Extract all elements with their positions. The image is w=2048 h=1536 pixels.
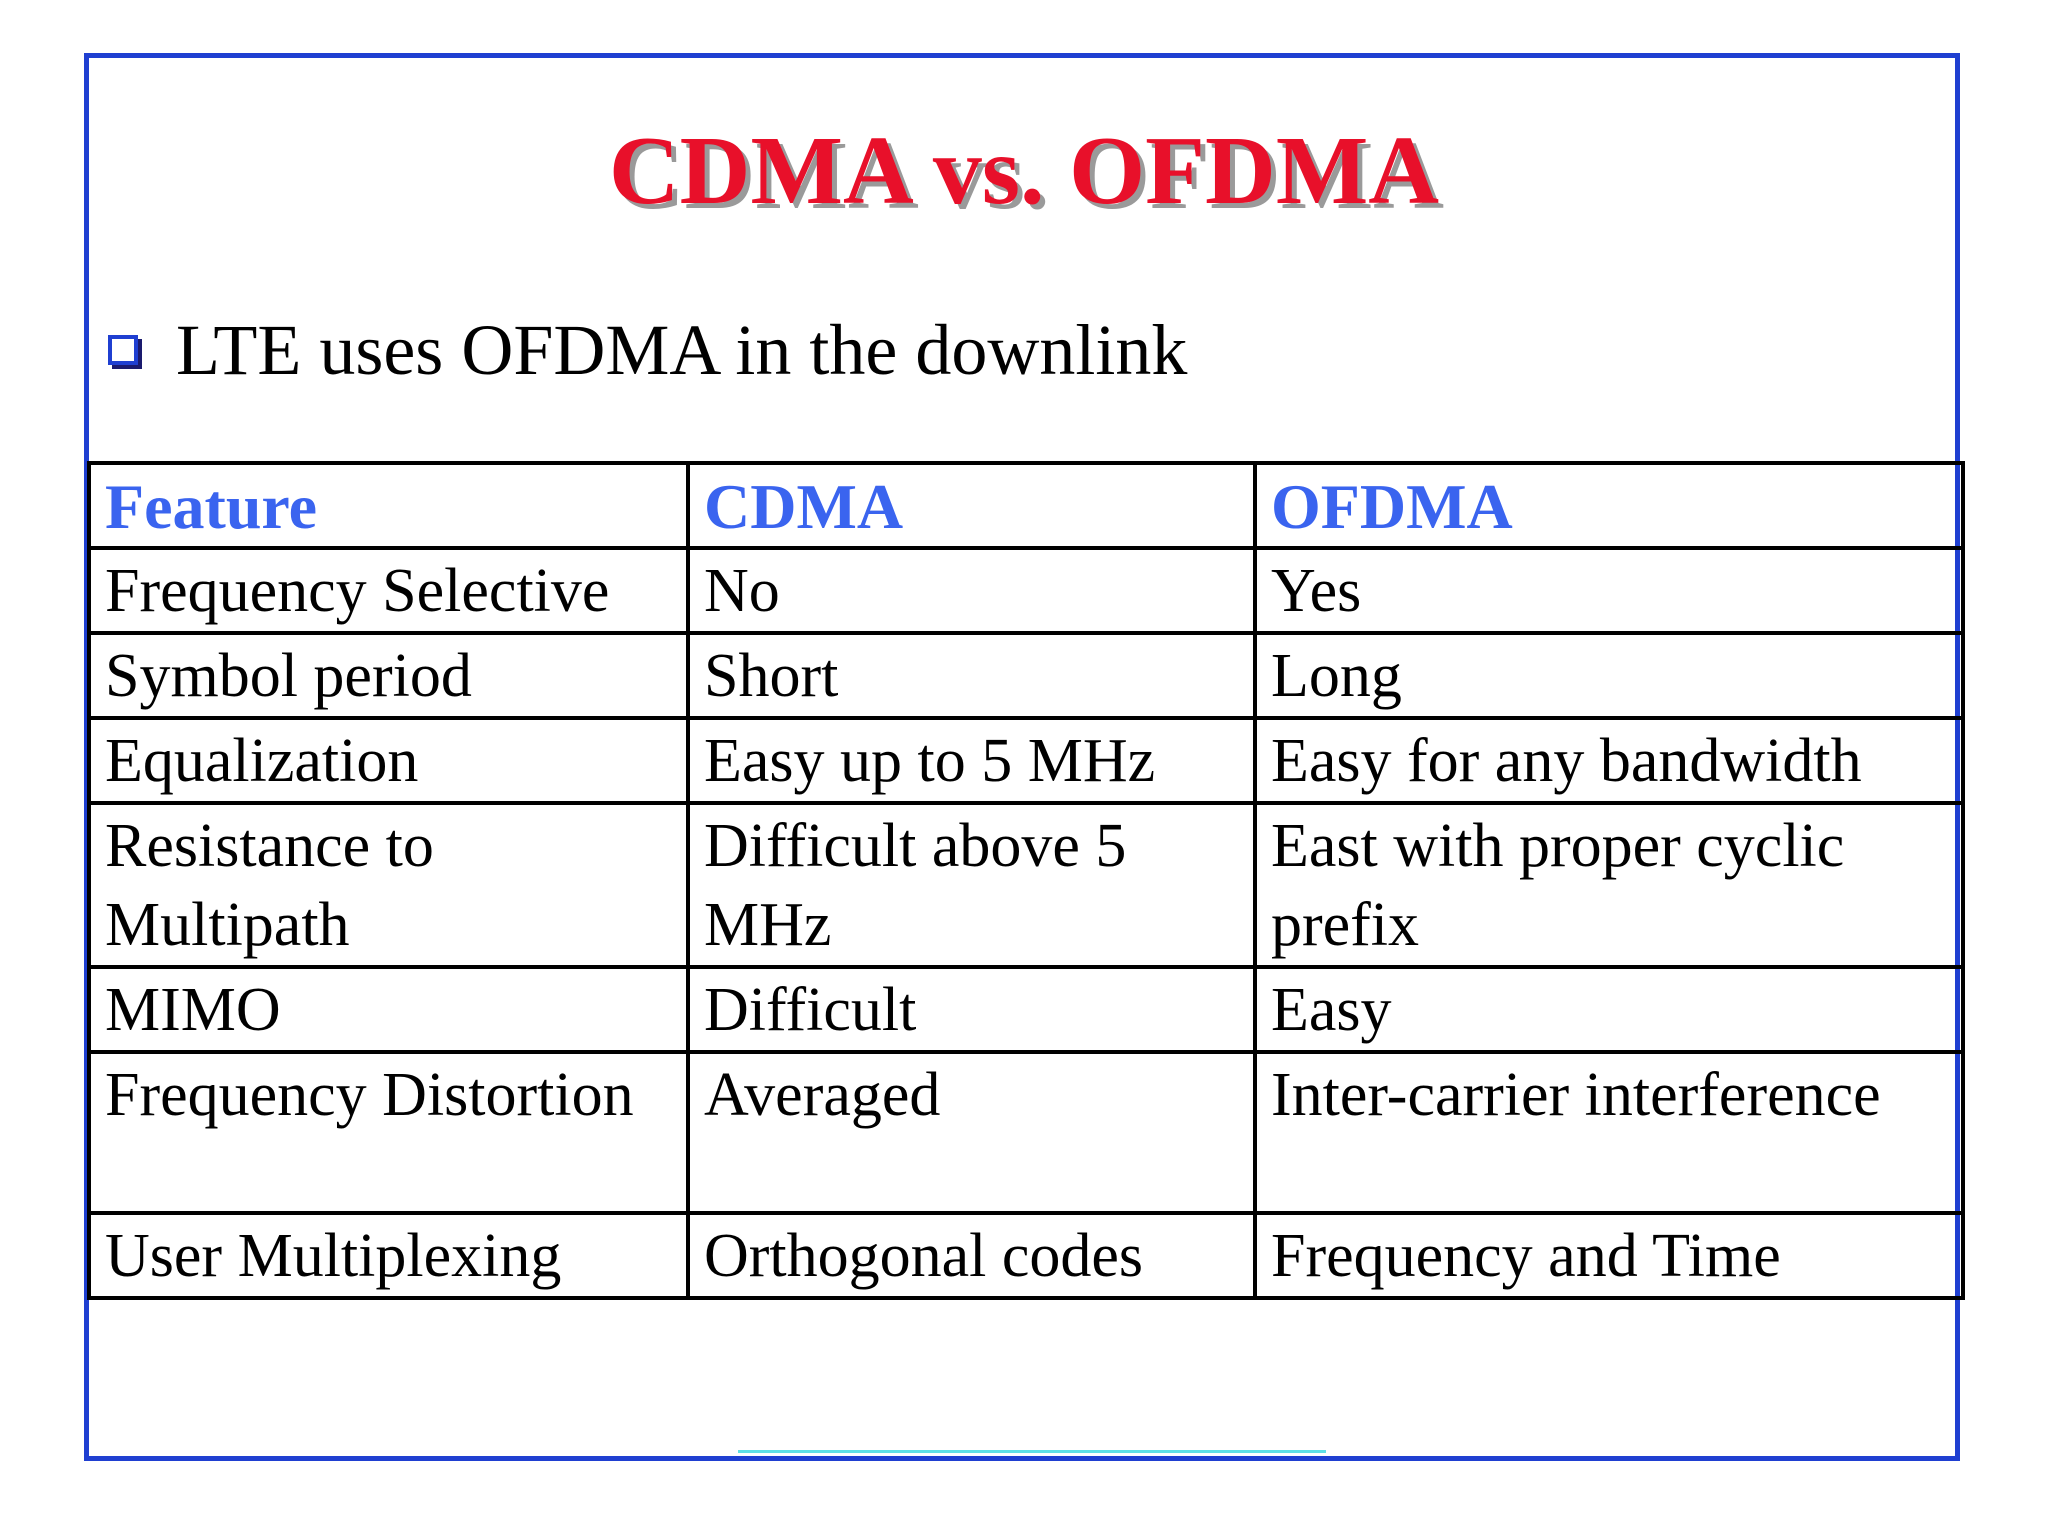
ofdma-cell: Long — [1255, 633, 1963, 718]
comparison-table — [87, 461, 1965, 1300]
table-row — [89, 548, 1963, 633]
table-row — [89, 1052, 1963, 1213]
ofdma-cell: Inter-carrier interference — [1255, 1052, 1963, 1213]
ofdma-cell: Easy for any bandwidth — [1255, 718, 1963, 803]
ofdma-cell: East with proper cyclic prefix — [1255, 803, 1963, 967]
table-row — [89, 1213, 1963, 1298]
ofdma-cell: Yes — [1255, 548, 1963, 633]
feature-cell: Resistance to Multipath — [89, 803, 688, 967]
feature-cell: Symbol period — [89, 633, 688, 718]
feature-cell: MIMO — [89, 967, 688, 1052]
header-feature: Feature — [89, 463, 688, 548]
table-row — [89, 967, 1963, 1052]
ofdma-cell: Frequency and Time — [1255, 1213, 1963, 1298]
checkbox-bullet-icon — [108, 335, 138, 365]
cdma-cell: Orthogonal codes — [688, 1213, 1255, 1298]
header-ofdma: OFDMA — [1255, 463, 1963, 548]
cdma-cell: No — [688, 548, 1255, 633]
table-row — [89, 803, 1963, 967]
cdma-cell: Averaged — [688, 1052, 1255, 1213]
ofdma-cell: Easy — [1255, 967, 1963, 1052]
cdma-cell: Short — [688, 633, 1255, 718]
table-row — [89, 718, 1963, 803]
cdma-cell: Difficult — [688, 967, 1255, 1052]
slide-title: CDMA vs. OFDMA — [608, 117, 1440, 225]
footer-divider — [738, 1450, 1326, 1453]
bullet-text: LTE uses OFDMA in the downlink — [176, 310, 1188, 390]
table-row — [89, 633, 1963, 718]
feature-cell: Frequency Selective — [89, 548, 688, 633]
feature-cell: Frequency Distortion — [89, 1052, 688, 1213]
table-header-row — [89, 463, 1963, 548]
header-cdma: CDMA — [688, 463, 1255, 548]
cdma-cell: Easy up to 5 MHz — [688, 718, 1255, 803]
feature-cell: User Multiplexing — [89, 1213, 688, 1298]
feature-cell: Equalization — [89, 718, 688, 803]
cdma-cell: Difficult above 5 MHz — [688, 803, 1255, 967]
bullet-item — [108, 305, 1187, 395]
